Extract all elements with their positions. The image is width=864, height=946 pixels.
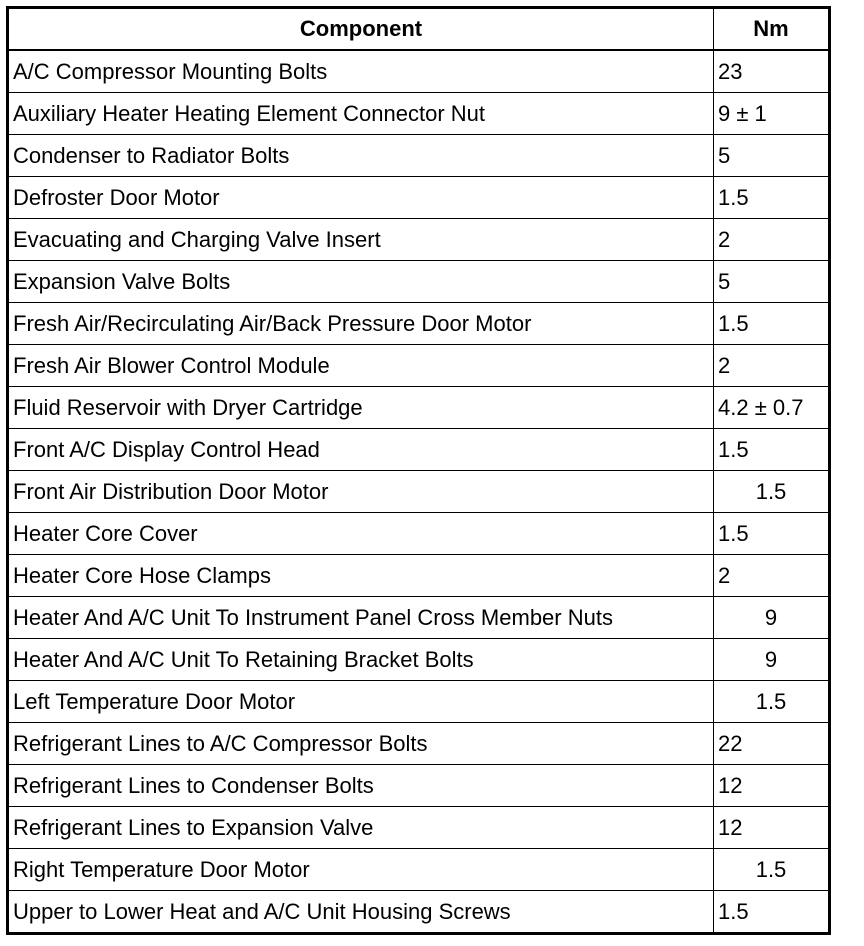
table-row	[8, 597, 830, 639]
component-cell: Expansion Valve Bolts	[8, 261, 714, 303]
table-row	[8, 765, 830, 807]
component-cell: Refrigerant Lines to Expansion Valve	[8, 807, 714, 849]
table-row	[8, 681, 830, 723]
component-cell: Refrigerant Lines to A/C Compressor Bolts	[8, 723, 714, 765]
torque-value-cell: 22	[714, 723, 830, 765]
component-cell: Condenser to Radiator Bolts	[8, 135, 714, 177]
table-row	[8, 429, 830, 471]
table-row	[8, 891, 830, 934]
column-header-component: Component	[8, 8, 714, 51]
component-cell: Auxiliary Heater Heating Element Connector Nut	[8, 93, 714, 135]
table-row	[8, 219, 830, 261]
torque-value-cell: 4.2 ± 0.7	[714, 387, 830, 429]
torque-value-cell: 1.5	[714, 891, 830, 934]
table-row	[8, 135, 830, 177]
torque-value-cell: 12	[714, 765, 830, 807]
component-cell: Defroster Door Motor	[8, 177, 714, 219]
component-cell: Heater Core Hose Clamps	[8, 555, 714, 597]
component-cell: Front Air Distribution Door Motor	[8, 471, 714, 513]
torque-value-cell: 1.5	[714, 513, 830, 555]
table-row	[8, 555, 830, 597]
component-cell: A/C Compressor Mounting Bolts	[8, 50, 714, 93]
torque-value-cell: 2	[714, 345, 830, 387]
table-row	[8, 471, 830, 513]
torque-value-cell: 5	[714, 135, 830, 177]
component-cell: Fresh Air/Recirculating Air/Back Pressure Door Motor	[8, 303, 714, 345]
table-row	[8, 387, 830, 429]
component-cell: Heater Core Cover	[8, 513, 714, 555]
table-row	[8, 513, 830, 555]
torque-value-cell: 1.5	[714, 471, 830, 513]
torque-value-cell: 1.5	[714, 681, 830, 723]
component-cell: Refrigerant Lines to Condenser Bolts	[8, 765, 714, 807]
component-cell: Fluid Reservoir with Dryer Cartridge	[8, 387, 714, 429]
component-cell: Fresh Air Blower Control Module	[8, 345, 714, 387]
component-cell: Left Temperature Door Motor	[8, 681, 714, 723]
torque-value-cell: 9 ± 1	[714, 93, 830, 135]
torque-value-cell: 5	[714, 261, 830, 303]
table-row	[8, 93, 830, 135]
table-row	[8, 303, 830, 345]
table-row	[8, 849, 830, 891]
component-cell: Upper to Lower Heat and A/C Unit Housing Screws	[8, 891, 714, 934]
table-row	[8, 345, 830, 387]
torque-value-cell: 1.5	[714, 177, 830, 219]
table-row	[8, 177, 830, 219]
table-row	[8, 807, 830, 849]
table-row	[8, 261, 830, 303]
torque-value-cell: 9	[714, 639, 830, 681]
torque-value-cell: 1.5	[714, 429, 830, 471]
torque-value-cell: 2	[714, 219, 830, 261]
table-header-row	[8, 8, 830, 51]
table-row	[8, 639, 830, 681]
component-cell: Heater And A/C Unit To Instrument Panel Cross Member Nuts	[8, 597, 714, 639]
torque-value-cell: 23	[714, 50, 830, 93]
component-cell: Front A/C Display Control Head	[8, 429, 714, 471]
torque-value-cell: 1.5	[714, 303, 830, 345]
table-body	[8, 50, 830, 934]
torque-value-cell: 9	[714, 597, 830, 639]
table-row	[8, 50, 830, 93]
torque-specification-table	[6, 6, 831, 935]
table-row	[8, 723, 830, 765]
component-cell: Evacuating and Charging Valve Insert	[8, 219, 714, 261]
torque-value-cell: 2	[714, 555, 830, 597]
torque-value-cell: 12	[714, 807, 830, 849]
component-cell: Right Temperature Door Motor	[8, 849, 714, 891]
component-cell: Heater And A/C Unit To Retaining Bracket Bolts	[8, 639, 714, 681]
column-header-nm: Nm	[714, 8, 830, 51]
torque-value-cell: 1.5	[714, 849, 830, 891]
